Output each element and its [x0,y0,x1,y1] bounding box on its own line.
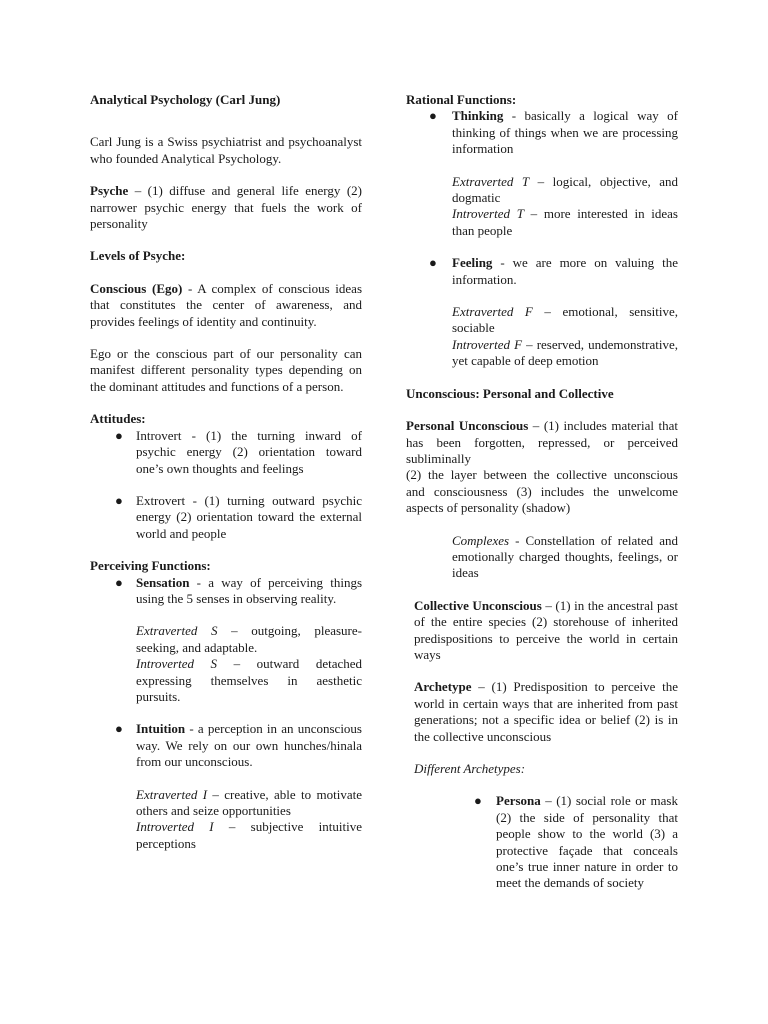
psyche-definition: Psyche – (1) diffuse and general life energy (2) narrower psychic energy that fuels the work of personality [90,183,362,232]
list-item: ● Sensation - a way of perceiving things using the 5 senses in observing reality. [115,574,362,606]
list-item: ● Thinking - basically a logical way of thinking of things when we are processing information [429,108,678,157]
attitudes-heading: Attitudes: [90,411,146,427]
left-column [90,92,362,852]
personal-unconscious-continued: (2) the layer between the collective unconscious and consciousness (3) includes the unwelcome aspects of personality (shadow) [406,467,678,516]
list-item: ● Feeling - we are more on valuing the information. [429,255,678,287]
levels-heading: Levels of Psyche: [90,248,186,264]
ego-paragraph: Ego or the conscious part of our personality can manifest different personality types depending on the dominant attitudes and functions of a person. [90,346,362,394]
list-item: ● Introvert - (1) the turning inward of psychic energy (2) orientation toward one’s own thoughts and feelings [115,427,362,476]
intuition-subtypes: Extraverted I – creative, able to motivate others and seize opportunities Introverted I – subjective intuitive perceptions [136,786,362,851]
intro-paragraph: Carl Jung is a Swiss psychiatrist and psychoanalyst who founded Analytical Psychology. [90,134,362,166]
collective-unconscious-definition: Collective Unconscious – (1) in the ancestral past of the entire species (2) storehouse of inherited predispositions to perceive the world in certain ways [414,597,678,662]
thinking-subtypes: Extraverted T – logical, objective, and dogmatic Introverted T – more interested in ideas than people [452,173,679,238]
personal-unconscious-definition: Personal Unconscious – (1) includes material that has been forgotten, repressed, or perceived subliminally [406,418,678,466]
bullet-icon: ● [115,721,123,737]
perceiving-heading: Perceiving Functions: [90,558,211,574]
document-title: Analytical Psychology (Carl Jung) [90,92,281,107]
bullet-icon: ● [429,108,437,124]
unconscious-heading: Unconscious: Personal and Collective [406,385,614,401]
list-item: ● Extrovert - (1) turning outward psychic energy (2) orientation toward the external world and people [115,492,362,541]
bullet-icon: ● [115,492,123,508]
bullet-icon: ● [474,793,482,809]
archetype-definition: Archetype – (1) Predisposition to perceive the world in certain ways that are inherited from past generations; not a specific idea or belief (2) is in the collective unconscious [414,679,678,744]
sensation-subtypes: Extraverted S – outgoing, pleasure-seeking, and adaptable. Introverted S – outward detached expressing themselves in aesthetic pursuits. [136,623,363,704]
right-column [406,92,678,892]
bullet-icon: ● [115,427,123,443]
list-item: ● Intuition - a perception in an unconscious way. We rely on our own hunches/hinala from our unconscious. [115,721,362,770]
rational-heading: Rational Functions: [406,92,517,107]
complexes-definition: Complexes - Constellation of related and emotionally charged thoughts, feelings, or ideas [452,532,678,581]
conscious-definition: Conscious (Ego) - A complex of conscious ideas that constitutes the center of awareness, and provides feelings of identity and continuity. [90,280,363,329]
different-archetypes-heading: Different Archetypes: [414,761,526,776]
feeling-subtypes: Extraverted F – emotional, sensitive, sociable Introverted F – reserved, undemonstrative, yet capable of deep emotion [452,304,678,369]
list-item: ● Persona – (1) social role or mask (2) the side of personality that people show to the world (3) a protective façade that conceals one’s true inner nature in order to meet the demands of society [474,793,678,891]
bullet-icon: ● [429,255,437,271]
bullet-icon: ● [115,574,123,590]
